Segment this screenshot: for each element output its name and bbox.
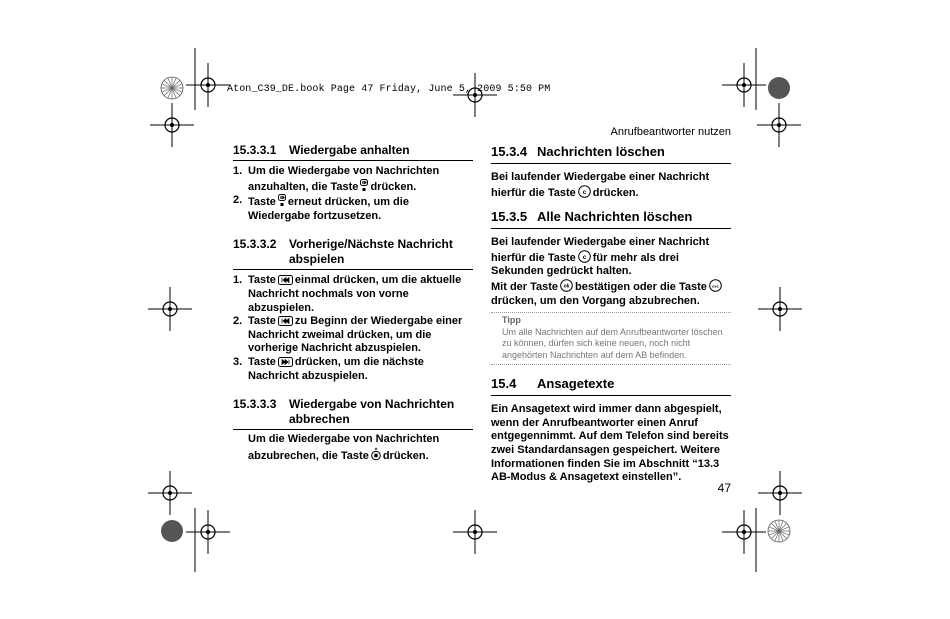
list-item: 2. Taste erneut drücken, um die Wiedergabe fortzusetzen. xyxy=(233,194,409,222)
svg-text:c: c xyxy=(582,253,587,261)
tip-title: Tipp xyxy=(502,315,521,326)
c-key-icon xyxy=(578,250,591,263)
heading-title: Wiedergabe von Nachrichten abbrechen xyxy=(289,397,455,427)
tip-text: Um alle Nachrichten auf dem Anrufbeantworter löschen zu können, dürfen sich keine neuen, noch nicht angehörten Nachrichten auf dem AB befinden. xyxy=(502,326,723,360)
ok-key-icon xyxy=(560,279,573,292)
registration-crosshair-icon xyxy=(186,510,230,554)
play-pause-key-icon xyxy=(360,179,368,192)
running-head: Anrufbeantworter nutzen xyxy=(610,126,731,138)
svg-text:esc: esc xyxy=(712,283,719,289)
heading-15-3-4: 15.3.4 Nachrichten löschen xyxy=(491,143,731,164)
registration-crosshair-icon xyxy=(757,103,801,147)
tip-box xyxy=(491,312,731,365)
next-key-icon xyxy=(278,357,293,367)
list-item: 3. Taste drücken, um die nächste Nachricht abzuspielen. xyxy=(233,355,424,382)
right-column xyxy=(491,143,731,485)
steps-list xyxy=(233,274,473,383)
registration-crosshair-icon xyxy=(722,510,766,554)
registration-starwheel-icon xyxy=(161,77,183,99)
heading-15-4: 15.4 Ansagetexte xyxy=(491,375,731,396)
paragraph: Um die Wiedergabe von Nachrichten abzubrechen, die Taste drücken. xyxy=(248,433,440,462)
paragraph: Bei laufender Wiedergabe einer Nachricht hierfür die Taste c drücken. xyxy=(491,171,710,199)
previous-key-icon xyxy=(278,316,293,326)
paragraph: Ein Ansagetext wird immer dann abgespielt, wenn der Anrufbeantworter einen Anruf entgegennimmt. Auf dem Telefon sind bereits zwei Standardansagen gespeichert. Weitere Informationen finden Sie im Abschnitt “13.3 AB-Modus & Ansagetext einstellen”. xyxy=(491,403,729,484)
heading-15-3-3-2: 15.3.3.2 Vorherige/Nächste Nachricht abspielen xyxy=(233,237,473,270)
registration-crosshair-icon xyxy=(148,471,192,515)
play-pause-key-icon xyxy=(278,194,286,207)
left-column xyxy=(233,143,473,463)
paragraph: Bei laufender Wiedergabe einer Nachricht hierfür die Taste c für mehr als drei Sekunden gedrückt halten. Mit der Taste ok bestätigen oder die Taste esc drücken, um den Vorgang abzubrechen. xyxy=(491,236,731,308)
previous-key-icon xyxy=(278,275,293,285)
registration-crosshair-icon xyxy=(722,63,766,107)
stop-key-icon xyxy=(371,447,381,461)
svg-text:ok: ok xyxy=(563,283,570,290)
registration-crosshair-icon xyxy=(150,103,194,147)
list-item: 1. Um die Wiedergabe von Nachrichten anzuhalten, die Taste drücken. xyxy=(233,165,440,193)
steps-list xyxy=(233,165,473,223)
registration-crosshair-icon xyxy=(148,287,192,331)
registration-crosshair-icon xyxy=(186,63,230,107)
heading-title: Alle Nachrichten löschen xyxy=(537,209,693,225)
heading-title: Nachrichten löschen xyxy=(537,144,665,159)
heading-title: Ansagetexte xyxy=(537,376,615,392)
registration-crosshair-icon xyxy=(758,287,802,331)
registration-dot-icon xyxy=(161,520,183,542)
registration-dot-icon xyxy=(768,77,790,99)
heading-15-3-3-1: 15.3.3.1 Wiedergabe anhalten xyxy=(233,143,473,161)
heading-15-3-3-3: 15.3.3.3 Wiedergabe von Nachrichten abbrechen xyxy=(233,397,473,430)
registration-crosshair-icon xyxy=(453,73,497,117)
registration-starwheel-icon xyxy=(768,520,790,542)
page-number: 47 xyxy=(717,481,731,495)
c-key-icon xyxy=(578,185,591,198)
esc-key-icon xyxy=(709,279,722,292)
heading-title: Vorherige/Nächste Nachricht abspielen xyxy=(289,237,453,267)
list-item: 1. Taste einmal drücken, um die aktuelle Nachricht nochmals von vorne abzuspielen. xyxy=(233,274,462,314)
print-slug: Aton_C39_DE.book Page 47 Friday, June 5, 2009 5:50 PM xyxy=(227,84,551,95)
registration-crosshair-icon xyxy=(453,510,497,554)
heading-title: Wiedergabe anhalten xyxy=(289,143,410,157)
heading-15-3-5: 15.3.5 Alle Nachrichten löschen xyxy=(491,208,731,229)
svg-text:c: c xyxy=(582,188,587,196)
registration-crosshair-icon xyxy=(758,471,802,515)
list-item: 2. Taste zu Beginn der Wiedergabe einer Nachricht zweimal drücken, um die vorherige Nachricht abzuspielen. xyxy=(233,315,463,355)
